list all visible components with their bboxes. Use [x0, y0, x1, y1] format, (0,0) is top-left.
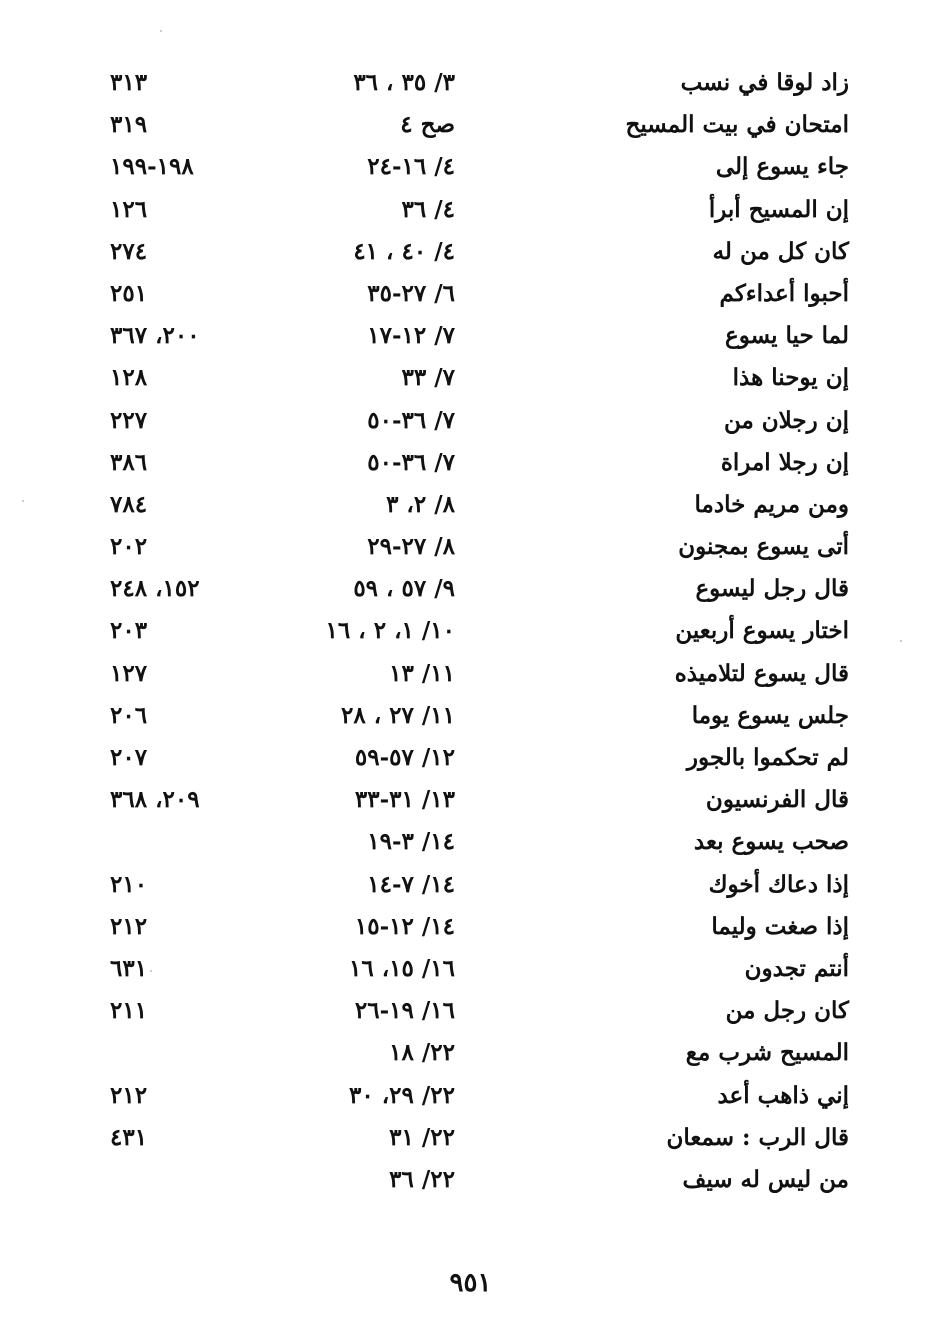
entry-title: كان رجل من	[725, 997, 849, 1025]
entry-reference: ٨/ ٢٧-٢٩	[367, 533, 455, 561]
entry-title: اختار يسوع أربعين	[675, 617, 849, 645]
entry-pages: ٢٠٣	[110, 617, 148, 645]
index-row	[0, 990, 941, 1032]
entry-title: جاء يسوع إلى	[715, 153, 849, 181]
entry-reference: ١٠/ ١، ٢ ، ١٦	[325, 617, 455, 645]
index-table	[0, 62, 941, 1201]
entry-reference: ٧/ ٣٣	[401, 364, 455, 392]
entry-title: امتحان في بيت المسيح	[625, 111, 849, 139]
index-row	[0, 104, 941, 146]
entry-reference: ٧/ ١٢-١٧	[367, 322, 455, 350]
entry-pages	[110, 1159, 235, 1201]
entry-title: لما حيا يسوع	[724, 322, 849, 350]
entry-pages: ٢١١	[110, 997, 148, 1025]
entry-pages: ١٩٨-١٩٩	[110, 153, 194, 181]
entry-pages: ٢٠٦	[110, 701, 148, 729]
entry-reference: ٢٢/ ٢٩، ٣٠	[348, 1081, 455, 1109]
entry-title: إذا صغت وليما	[711, 912, 849, 940]
index-row	[0, 864, 941, 906]
index-row	[0, 737, 941, 779]
page-number: ٩٥١	[449, 1268, 492, 1298]
index-row	[0, 695, 941, 737]
entry-pages: ٢٥١	[110, 279, 148, 307]
entry-reference: ٨/ ٢، ٣	[386, 490, 455, 518]
index-row	[0, 610, 941, 652]
entry-title: إن رجلان من	[723, 406, 849, 434]
entry-reference: ٤/ ٣٦	[401, 195, 455, 223]
entry-pages: ١٢٨	[110, 364, 148, 392]
index-row	[0, 315, 941, 357]
entry-pages: ٤٣١	[110, 1123, 148, 1151]
entry-pages: ٢٠٢	[110, 533, 148, 561]
index-row	[0, 906, 941, 948]
scan-speck	[160, 30, 162, 32]
index-row	[0, 189, 941, 231]
entry-title: كان كل من له	[712, 237, 849, 265]
entry-pages: ٢١٢	[110, 1081, 148, 1109]
entry-title: جلس يسوع يوما	[691, 701, 849, 729]
entry-title: إن رجلا امراة	[720, 448, 849, 476]
index-row	[0, 653, 941, 695]
entry-reference: ١١/ ٢٧ ، ٢٨	[340, 701, 455, 729]
entry-reference: صح ٤	[400, 111, 455, 139]
entry-pages: ١٢٧	[110, 659, 148, 687]
index-row	[0, 62, 941, 104]
entry-title: قال الفرنسيون	[705, 786, 849, 814]
entry-reference: ٤/ ١٦-٢٤	[367, 153, 455, 181]
entry-reference: ٣/ ٣٥ ، ٣٦	[353, 69, 455, 96]
entry-pages: ٧٨٤	[110, 490, 148, 518]
index-row	[0, 1032, 941, 1074]
entry-title: أحبوا أعداءكم	[719, 279, 849, 307]
entry-pages: ٢١٢	[110, 912, 148, 940]
entry-pages: ٢٧٤	[110, 237, 148, 265]
entry-title: إني ذاهب أعد	[717, 1081, 849, 1109]
index-row	[0, 273, 941, 315]
index-row	[0, 146, 941, 188]
entry-pages: ٢٠٠، ٣٦٧	[110, 322, 200, 350]
entry-title: قال يسوع لتلاميذه	[674, 659, 849, 687]
entry-title: صحب يسوع بعد	[693, 828, 849, 856]
index-row	[0, 1117, 941, 1159]
entry-reference: ٢٢/ ٣١	[389, 1123, 455, 1151]
entry-pages: ٣٨٦	[110, 448, 148, 476]
index-row	[0, 400, 941, 442]
entry-pages: ١٥٢، ٢٤٨	[110, 575, 200, 603]
scan-speck	[900, 640, 902, 642]
entry-pages: ٣١٩	[110, 111, 148, 139]
entry-title: قال رجل ليسوع	[695, 575, 849, 603]
entry-pages: ٦٣١	[110, 954, 148, 982]
entry-pages: ٢٢٧	[110, 406, 148, 434]
entry-reference: ١٤/ ١٢-١٥	[354, 912, 455, 940]
entry-title: زاد لوقا في نسب	[680, 69, 849, 96]
entry-reference: ١٤/ ٣-١٩	[367, 828, 455, 856]
entry-title: أنتم تجدون	[744, 954, 849, 982]
entry-title: أتى يسوع بمجنون	[678, 533, 849, 561]
index-row	[0, 779, 941, 821]
entry-reference: ٤/ ٤٠ ، ٤١	[353, 237, 455, 265]
entry-pages: ٢٠٧	[110, 744, 148, 771]
index-row	[0, 821, 941, 863]
index-row	[0, 1075, 941, 1117]
entry-title: لم تحكموا بالجور	[686, 744, 849, 771]
scan-speck	[150, 970, 152, 972]
entry-reference: ١٢/ ٥٧-٥٩	[354, 744, 455, 771]
entry-title: ومن مريم خادما	[694, 490, 849, 518]
entry-title: إذا دعاك أخوك	[708, 870, 849, 898]
index-row	[0, 526, 941, 568]
entry-reference: ٢٢/ ١٨	[389, 1039, 455, 1067]
entry-pages: ٢١٠	[110, 870, 148, 898]
entry-pages	[110, 821, 235, 863]
entry-title: المسيح شرب مع	[685, 1039, 849, 1067]
entry-reference: ١٦/ ١٥، ١٦	[348, 954, 455, 982]
index-row	[0, 1159, 941, 1201]
entry-reference: ٧/ ٣٦-٥٠	[367, 448, 455, 476]
entry-pages: ١٢٦	[110, 195, 148, 223]
index-row	[0, 442, 941, 484]
entry-reference: ١٣/ ٣١-٣٣	[354, 786, 455, 814]
scan-speck	[22, 500, 24, 502]
entry-reference: ٦/ ٢٧-٣٥	[367, 279, 455, 307]
entry-reference: ١٤/ ٧-١٤	[367, 870, 455, 898]
index-row	[0, 568, 941, 610]
entry-title: قال الرب : سمعان	[666, 1123, 849, 1151]
entry-title: من ليس له سيف	[682, 1165, 849, 1193]
entry-title: إن المسيح أبرأ	[708, 195, 849, 223]
index-row	[0, 484, 941, 526]
entry-reference: ٧/ ٣٦-٥٠	[367, 406, 455, 434]
index-row	[0, 948, 941, 990]
index-row	[0, 231, 941, 273]
entry-pages: ٣١٣	[110, 69, 148, 96]
entry-reference: ١٦/ ١٩-٢٦	[354, 997, 455, 1025]
entry-pages: ٢٠٩، ٣٦٨	[110, 786, 200, 814]
entry-pages	[110, 1032, 235, 1074]
index-row	[0, 357, 941, 399]
entry-reference: ٢٢/ ٣٦	[389, 1165, 455, 1193]
entry-title: إن يوحنا هذا	[732, 364, 849, 392]
entry-reference: ٩/ ٥٧ ، ٥٩	[353, 575, 455, 603]
entry-reference: ١١/ ١٣	[389, 659, 455, 687]
